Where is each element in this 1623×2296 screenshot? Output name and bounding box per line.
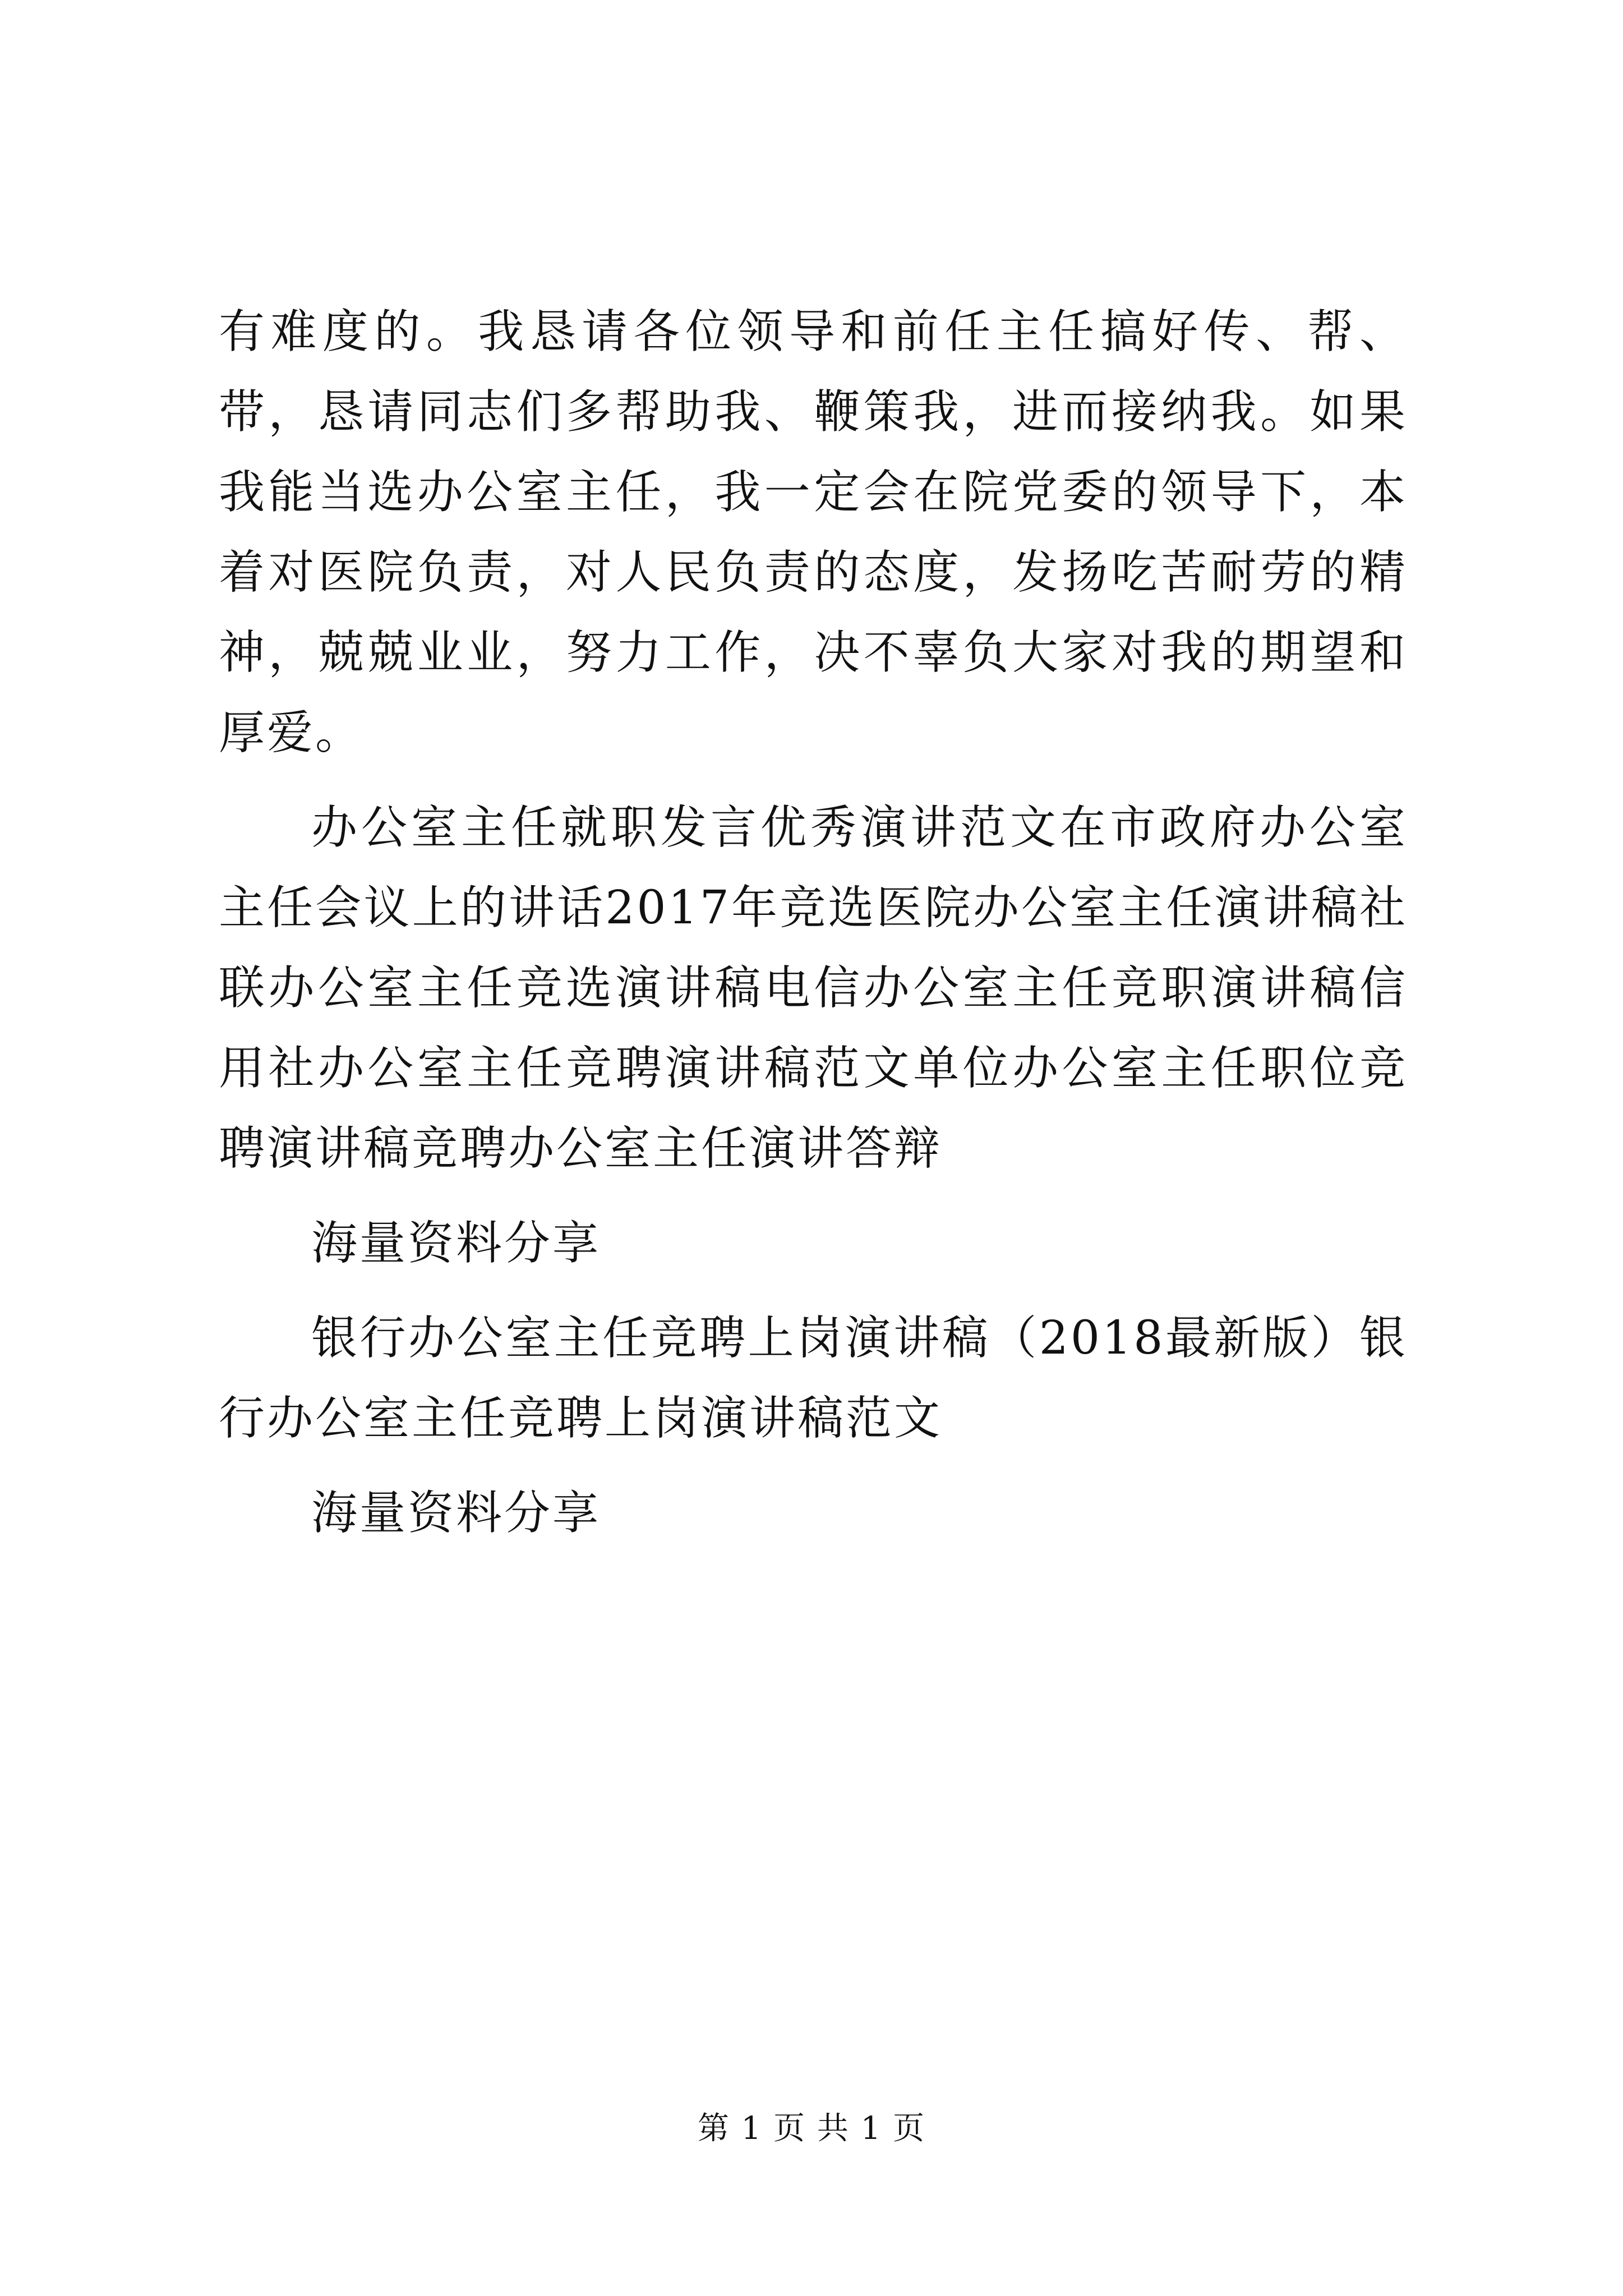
paragraph-share-note-2: 海量资料分享 [311,1487,601,1540]
paragraph-share-note: 海量资料分享 [311,1217,601,1270]
paragraph-bank-speech-titles: 银行办公室主任竞聘上岗演讲稿（2018最新版）银行办公室主任竞聘上岗演讲稿范文 [219,1312,1408,1445]
paragraph-related-titles: 办公室主任就职发言优秀演讲范文在市政府办公室主任会议上的讲话2017年竞选医院办公室主任演讲稿社联办公室主任竞选演讲稿电信办公室主任竞职演讲稿信用社办公室主任竞聘演讲稿范文单位办公室主任职位竞聘演讲稿竞聘办公室主任演讲答辩 [219,801,1408,1175]
page-footer: 第 1 页 共 1 页 [697,2110,926,2147]
document-body [219,292,1408,1553]
paragraph-closing-statement: 有难度的。我恳请各位领导和前任主任搞好传、帮、带，恳请同志们多帮助我、鞭策我，进而接纳我。如果我能当选办公室主任，我一定会在院党委的领导下，本着对医院负责，对人民负责的态度，发扬吃苦耐劳的精神，兢兢业业，努力工作，决不辜负大家对我的期望和厚爱。 [219,305,1408,760]
